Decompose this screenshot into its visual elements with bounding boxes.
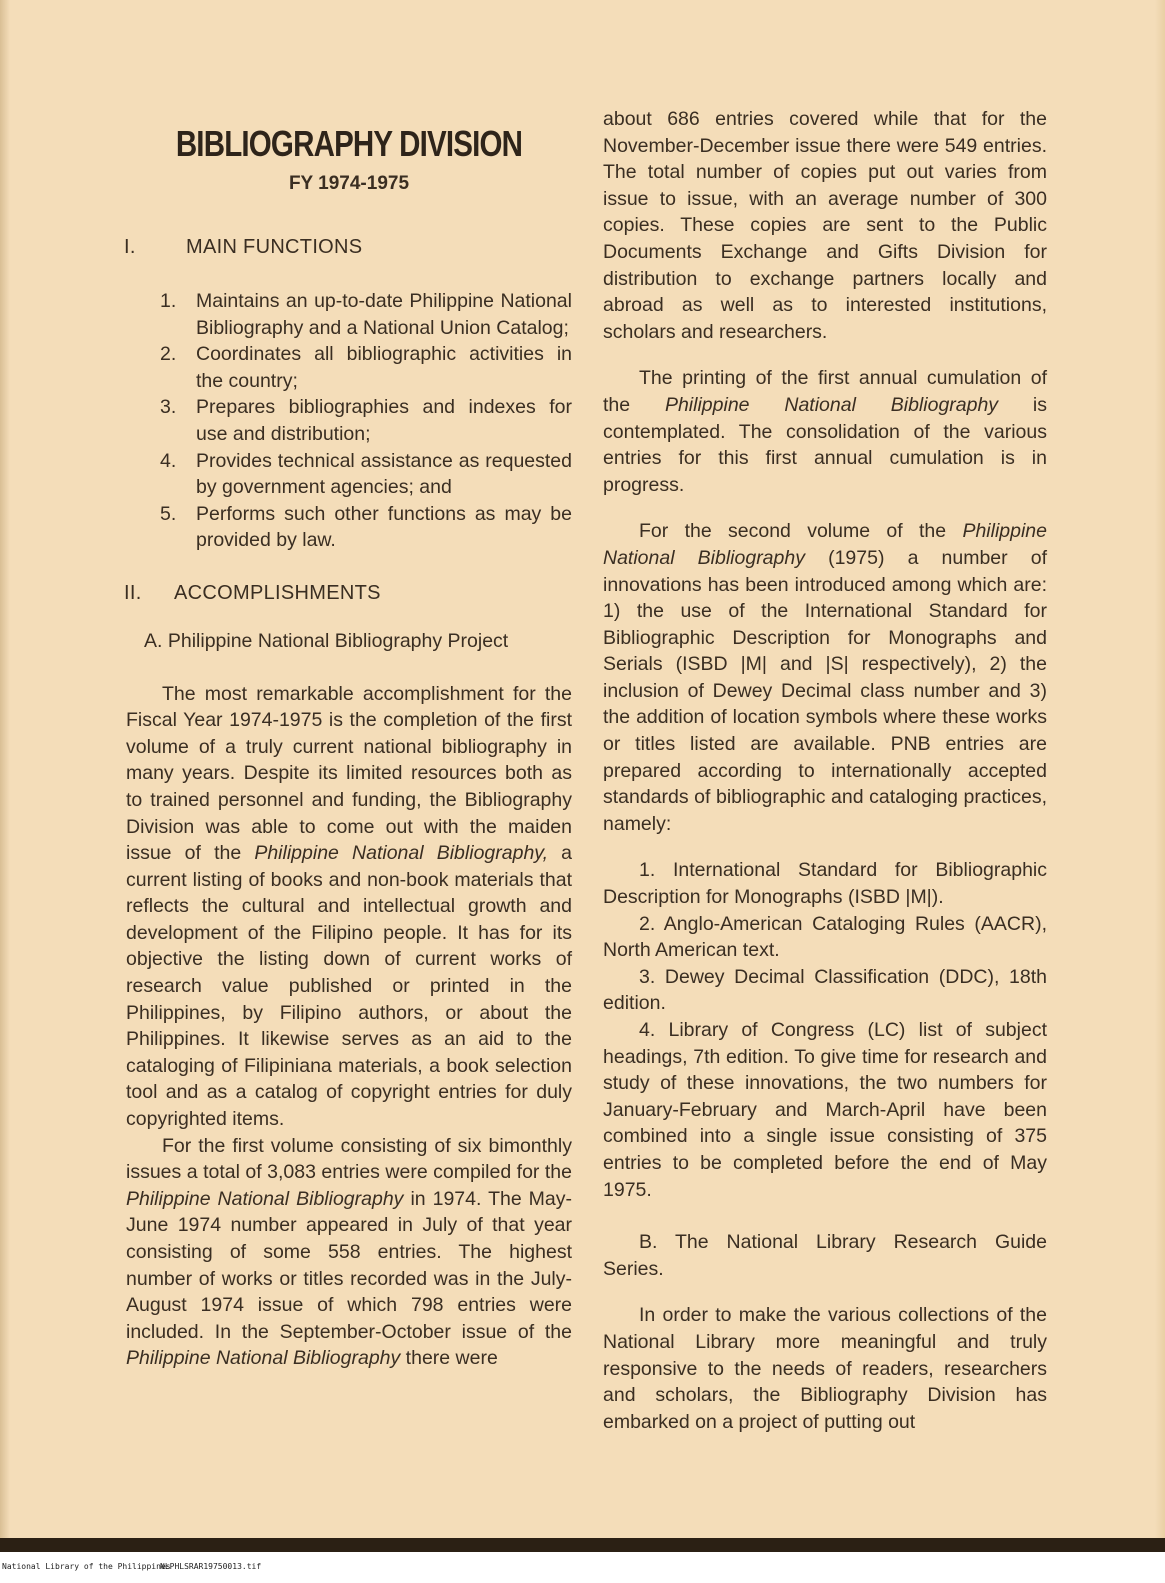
subsection-heading-b: B. The National Library Research Guide Series. <box>603 1231 1047 1280</box>
list-item: 3. Dewey Decimal Classification (DDC), 18th edition. <box>603 965 1047 1015</box>
list-item: 3. Prepares bibliographies and indexes for use and distribution; <box>160 396 572 445</box>
section-number: I. <box>124 236 136 258</box>
paragraph: about 686 entries covered while that for the November-December issue there were 549 entries. The total number of copies put out varies from issue to issue, with an average number of 300 copies. These copies are sent to the Public Documents Exchange and Gifts Division for distribution to exchange partners locally and abroad as well as to interested institutions, scholars and researchers. <box>603 108 1047 343</box>
left-column <box>126 110 572 1372</box>
section-title: ACCOMPLISHMENTS <box>174 581 381 604</box>
section-title: MAIN FUNCTIONS <box>186 236 363 258</box>
list-item: 5. Performs such other functions as may be provided by law. <box>160 502 572 552</box>
list-item: 4. Library of Congress (LC) list of subject headings, 7th edition. To give time for research and study of these innovations, the two numbers for January-February and March-April have been combined into a single issue consisting of 375 entries to be completed before the end of May 1975. <box>603 1019 1047 1201</box>
page-right-edge <box>1155 0 1165 1552</box>
paragraph: In order to make the various collections of the National Library more meaningful and truly responsive to the needs of readers, researchers and scholars, the Bibliography Division has embarked on a project of putting out <box>603 1304 1047 1433</box>
section-heading-main-functions <box>126 234 572 260</box>
section-heading-accomplishments <box>126 580 572 606</box>
footer-library-name: National Library of the Philippines <box>2 1562 171 1571</box>
list-item: 2. Coordinates all bibliographic activities in the country; <box>160 343 572 392</box>
functions-list <box>126 288 572 554</box>
paragraph: For the second volume of the Philippine National Bibliography (1975) a number of innovations has been introduced among which are: 1) the use of the International Standard for Bibliographic Description for Monographs and Serials (ISBD |M| and |S| respectively), 2) the inclusion of Dewey Decimal class number and 3) the addition of location symbols where these works or titles listed are available. PNB entries are prepared according to internationally accepted standards of bibliographic and cataloging practices, namely: <box>603 520 1048 835</box>
standards-list <box>603 857 1047 1203</box>
paragraph: For the first volume consisting of six bimonthly issues a total of 3,083 entries were compiled for the Philippine National Bibliography in 1974. The May-June 1974 number appeared in July of that year consisting of some 558 entries. The highest number of works or titles recorded was in the July-August 1974 issue of which 798 entries were included. In the September-October issue of the Philippine National Bibliography there were <box>126 1134 572 1370</box>
page-bottom-edge <box>0 1538 1165 1552</box>
footer-file-name: NLPHLSRAR19750013.tif <box>160 1562 262 1571</box>
list-item: 2. Anglo-American Cataloging Rules (AACR), North American text. <box>603 912 1047 962</box>
paragraph: The printing of the first annual cumulation of the Philippine National Bibliography is contemplated. The consolidation of the various entries for this first annual cumulation is in progress. <box>603 367 1047 496</box>
scan-footer <box>0 1557 1165 1577</box>
page-subtitle: FY 1974-1975 <box>288 173 410 194</box>
list-item: 4. Provides technical assistance as requested by government agencies; and <box>160 449 572 499</box>
section-number: II. <box>124 581 142 604</box>
page-title: BIBLIOGRAPHY DIVISION <box>175 123 523 164</box>
paragraph: The most remarkable accomplishment for the Fiscal Year 1974-1975 is the completion of the first volume of a truly current national bibliography in many years. Despite its limited resources both as to trained personnel and funding, the Bibliography Division was able to come out with the maiden issue of the Philippine National Bibliography, a current listing of books and non-book materials that reflects the cultural and intellectual growth and development of the Filipino people. It has for its objective the listing down of current works of research value published or printed in the Philippines, by Filipino authors, or about the Philippines. It likewise serves as an aid to the cataloging of Filipiniana materials, a book selection tool and as a catalog of copyright entries for duly copyrighted items. <box>126 682 573 1131</box>
list-item: 1. Maintains an up-to-date Philippine National Bibliography and a National Union Catalog; <box>160 290 572 339</box>
subsection-heading-a: A. Philippine National Bibliography Project <box>144 629 509 652</box>
page-binding-shadow <box>0 0 10 1552</box>
list-item: 1. International Standard for Bibliographic Description for Monographs (ISBD |M|). <box>603 859 1047 909</box>
right-column <box>603 106 1047 1435</box>
